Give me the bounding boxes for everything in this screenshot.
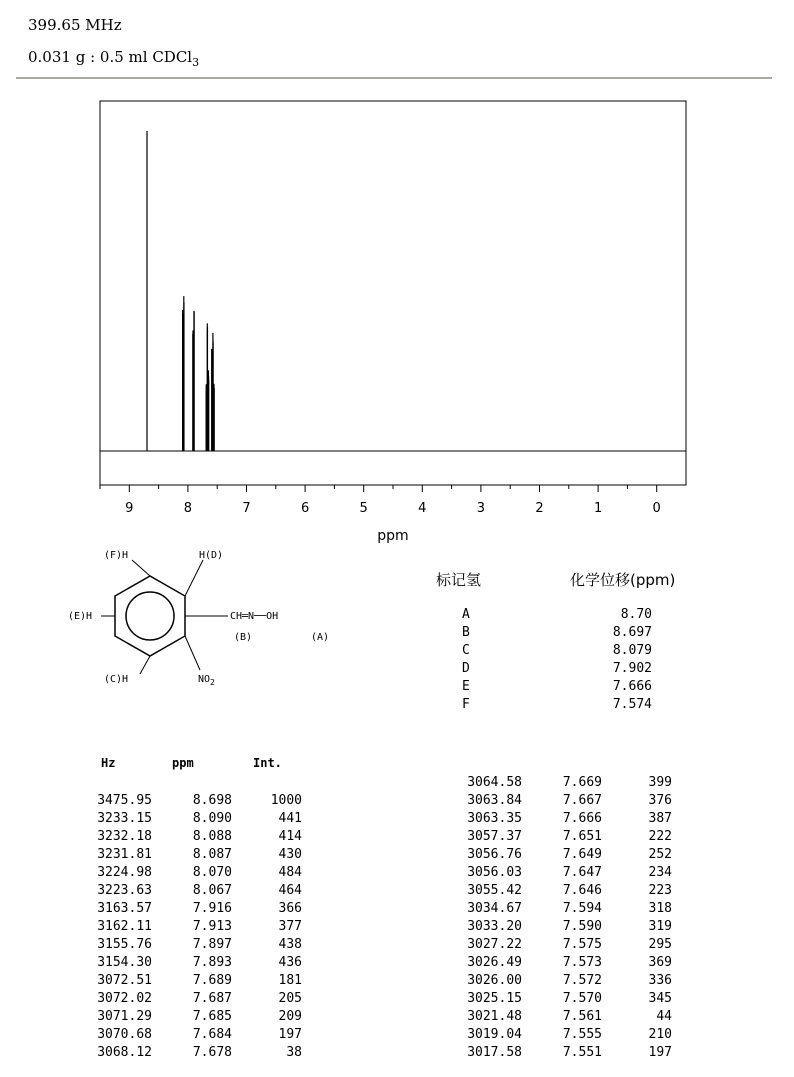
peak-cell: 430: [278, 847, 302, 862]
assign-label: F: [462, 697, 470, 712]
table-row: [82, 810, 302, 828]
peak-cell: 3027.22: [467, 937, 522, 952]
table-row: [452, 846, 672, 864]
peak-cell: 3026.00: [467, 973, 522, 988]
peak-cell: 7.689: [192, 973, 232, 988]
peak-cell: 3026.49: [467, 955, 522, 970]
peak-header-hz: Hz: [101, 756, 116, 770]
table-row: [82, 900, 302, 918]
assign-shift: 8.70: [620, 607, 652, 622]
no2-subscript: 2: [210, 678, 215, 687]
peak-cell: 7.594: [562, 901, 602, 916]
aromatic-circle: [126, 592, 174, 640]
peak-cell: 464: [278, 883, 302, 898]
peak-cell: 7.572: [562, 973, 602, 988]
peak-cell: 7.570: [562, 991, 602, 1006]
label-NO2: [198, 674, 215, 687]
table-row: [452, 972, 672, 990]
table-row: [82, 918, 302, 936]
peak-cell: 377: [278, 919, 302, 934]
peak-cell: 366: [278, 901, 302, 916]
bond-F: [132, 560, 150, 576]
peak-cell: 7.897: [192, 937, 232, 952]
peak-cell: 319: [648, 919, 672, 934]
peak-cell: 3232.18: [97, 829, 152, 844]
no2-text: NO: [198, 674, 211, 685]
table-row: [452, 954, 672, 972]
bond-D: [185, 560, 203, 596]
peak-cell: 234: [648, 865, 672, 880]
x-axis-ticks: [100, 485, 661, 516]
peak-cell: 7.561: [562, 1009, 602, 1024]
peak-cell: 7.649: [562, 847, 602, 862]
peak-cell: 3163.57: [97, 901, 152, 916]
table-row: [452, 1008, 672, 1026]
peak-cell: 8.087: [192, 847, 232, 862]
peak-cell: 345: [648, 991, 672, 1006]
label-FH: (F)H: [104, 550, 129, 561]
peak-cell: 3154.30: [97, 955, 152, 970]
peak-cell: 3033.20: [467, 919, 522, 934]
peak-cell: 3072.02: [97, 991, 152, 1006]
peak-cell: 7.651: [562, 829, 602, 844]
label-HD: H(D): [199, 550, 224, 561]
peak-cell: 7.687: [192, 991, 232, 1006]
peak-cell: 484: [278, 865, 302, 880]
x-tick-label-0: 0: [652, 501, 661, 516]
peak-cell: 181: [278, 973, 302, 988]
sample-subscript: 3: [192, 56, 200, 69]
peak-cell: 3071.29: [97, 1009, 152, 1024]
assign-shift: 7.666: [612, 679, 652, 694]
peak-cell: 7.646: [562, 883, 602, 898]
peak-cell: 3021.48: [467, 1009, 522, 1024]
assign-labels: [462, 606, 470, 714]
table-row: [452, 810, 672, 828]
assign-header-label: 标记氢: [436, 571, 482, 589]
x-tick-label-8: 8: [183, 501, 193, 516]
label-B: (B): [234, 632, 253, 643]
peak-cell: 7.573: [562, 955, 602, 970]
table-row: [82, 936, 302, 954]
peak-cell: 1000: [270, 793, 302, 808]
table-row: [452, 990, 672, 1008]
bond-C: [140, 656, 150, 674]
peak-cell: 7.916: [192, 901, 232, 916]
peak-cell: 436: [278, 955, 302, 970]
peak-cell: 197: [278, 1027, 302, 1042]
peak-cell: 3019.04: [467, 1027, 522, 1042]
peak-cell: 8.067: [192, 883, 232, 898]
assign-shift: 7.902: [612, 661, 652, 676]
peak-cell: 438: [278, 937, 302, 952]
peak-cell: 8.090: [192, 811, 232, 826]
peak-cell: 7.575: [562, 937, 602, 952]
x-tick-label-3: 3: [476, 501, 486, 516]
x-axis-label: ppm: [377, 528, 409, 544]
peak-cell: 7.893: [192, 955, 232, 970]
peak-cell: 3162.11: [97, 919, 152, 934]
peak-cell: 3017.58: [467, 1045, 522, 1060]
peak-cell: 223: [648, 883, 672, 898]
spectrometer-frequency: 399.65 MHz: [28, 16, 122, 34]
assign-label: E: [462, 679, 470, 694]
peak-cell: 7.667: [562, 793, 602, 808]
peak-cell: 3055.42: [467, 883, 522, 898]
peak-cell: 7.647: [562, 865, 602, 880]
peak-cell: 197: [648, 1045, 672, 1060]
peak-cell: 318: [648, 901, 672, 916]
peak-cell: 7.551: [562, 1045, 602, 1060]
peak-table-left: [82, 792, 302, 1062]
peak-cell: 205: [278, 991, 302, 1006]
table-row: [82, 846, 302, 864]
peak-cell: 376: [648, 793, 672, 808]
peak-cell: 38: [286, 1045, 302, 1060]
x-tick-label-2: 2: [535, 501, 544, 516]
peak-cell: 387: [648, 811, 672, 826]
peak-table-right: [452, 774, 672, 1062]
peak-header-ppm: ppm: [172, 756, 194, 770]
peak-cell: 209: [278, 1009, 302, 1024]
table-row: [82, 792, 302, 810]
peak-cell: 3070.68: [97, 1027, 152, 1042]
peak-cell: 8.698: [192, 793, 232, 808]
x-tick-label-7: 7: [242, 501, 251, 516]
peak-cell: 3064.58: [467, 775, 522, 790]
table-row: [82, 990, 302, 1008]
peak-cell: 295: [648, 937, 672, 952]
peak-cell: 369: [648, 955, 672, 970]
peak-cell: 44: [656, 1009, 672, 1024]
peak-cell: 3057.37: [467, 829, 522, 844]
table-row: [82, 882, 302, 900]
peak-cell: 3063.84: [467, 793, 522, 808]
label-CH: (C)H: [104, 674, 129, 685]
label-EH: (E)H: [68, 611, 93, 622]
table-row: [452, 864, 672, 882]
peak-cell: 441: [278, 811, 302, 826]
peak-header-int: Int.: [253, 756, 282, 770]
chain-label: CH═N──OH: [230, 611, 279, 622]
peak-cell: 3056.03: [467, 865, 522, 880]
table-row: [452, 792, 672, 810]
peak-cell: 3233.15: [97, 811, 152, 826]
assign-label: C: [462, 643, 470, 658]
table-row: [452, 774, 672, 792]
label-A: (A): [311, 632, 330, 643]
molecule-structure: [0, 540, 360, 700]
table-row: [82, 864, 302, 882]
peak-cell: 252: [648, 847, 672, 862]
table-row: [82, 954, 302, 972]
assign-header-shift: 化学位移(ppm): [570, 571, 676, 589]
assign-shift: 8.079: [612, 643, 652, 658]
peak-cell: 3072.51: [97, 973, 152, 988]
bond-NO2: [185, 636, 200, 670]
table-row: [452, 936, 672, 954]
table-row: [82, 1026, 302, 1044]
peak-cell: 3034.67: [467, 901, 522, 916]
peak-cell: 414: [278, 829, 302, 844]
peak-cell: 7.666: [562, 811, 602, 826]
table-row: [82, 1044, 302, 1062]
peak-group: [147, 131, 214, 451]
peak-cell: 7.678: [192, 1045, 232, 1060]
assign-shifts: [592, 606, 652, 714]
sample-text: 0.031 g : 0.5 ml CDCl: [28, 48, 193, 66]
x-tick-label-5: 5: [359, 501, 368, 516]
assign-label: D: [462, 661, 470, 676]
peak-cell: 3155.76: [97, 937, 152, 952]
peak-cell: 7.590: [562, 919, 602, 934]
assign-label: B: [462, 625, 470, 640]
peak-cell: 7.684: [192, 1027, 232, 1042]
peak-cell: 7.669: [562, 775, 602, 790]
peak-cell: 3063.35: [467, 811, 522, 826]
plot-frame: [100, 101, 686, 485]
peak-cell: 3056.76: [467, 847, 522, 862]
peak-cell: 3224.98: [97, 865, 152, 880]
table-row: [452, 918, 672, 936]
table-row: [452, 900, 672, 918]
x-tick-label-6: 6: [300, 501, 310, 516]
peak-cell: 3068.12: [97, 1045, 152, 1060]
peak-cell: 222: [648, 829, 672, 844]
x-tick-label-9: 9: [125, 501, 134, 516]
peak-cell: 3223.63: [97, 883, 152, 898]
peak-cell: 7.913: [192, 919, 232, 934]
peak-cell: 7.555: [562, 1027, 602, 1042]
table-row: [82, 1008, 302, 1026]
peak-cell: 210: [648, 1027, 672, 1042]
assign-label: A: [462, 607, 470, 622]
x-tick-label-1: 1: [593, 501, 603, 516]
table-row: [452, 828, 672, 846]
x-tick-label-4: 4: [418, 501, 427, 516]
assign-shift: 8.697: [612, 625, 652, 640]
peak-cell: 3231.81: [97, 847, 152, 862]
table-row: [82, 828, 302, 846]
table-row: [82, 972, 302, 990]
peak-cell: 8.070: [192, 865, 232, 880]
peak-cell: 399: [648, 775, 672, 790]
table-row: [452, 1044, 672, 1062]
table-row: [452, 882, 672, 900]
assign-shift: 7.574: [612, 697, 652, 712]
peak-cell: 3475.95: [97, 793, 152, 808]
peak-cell: 8.088: [192, 829, 232, 844]
table-row: [452, 1026, 672, 1044]
peak-cell: 336: [648, 973, 672, 988]
peak-cell: 3025.15: [467, 991, 522, 1006]
peak-cell: 7.685: [192, 1009, 232, 1024]
